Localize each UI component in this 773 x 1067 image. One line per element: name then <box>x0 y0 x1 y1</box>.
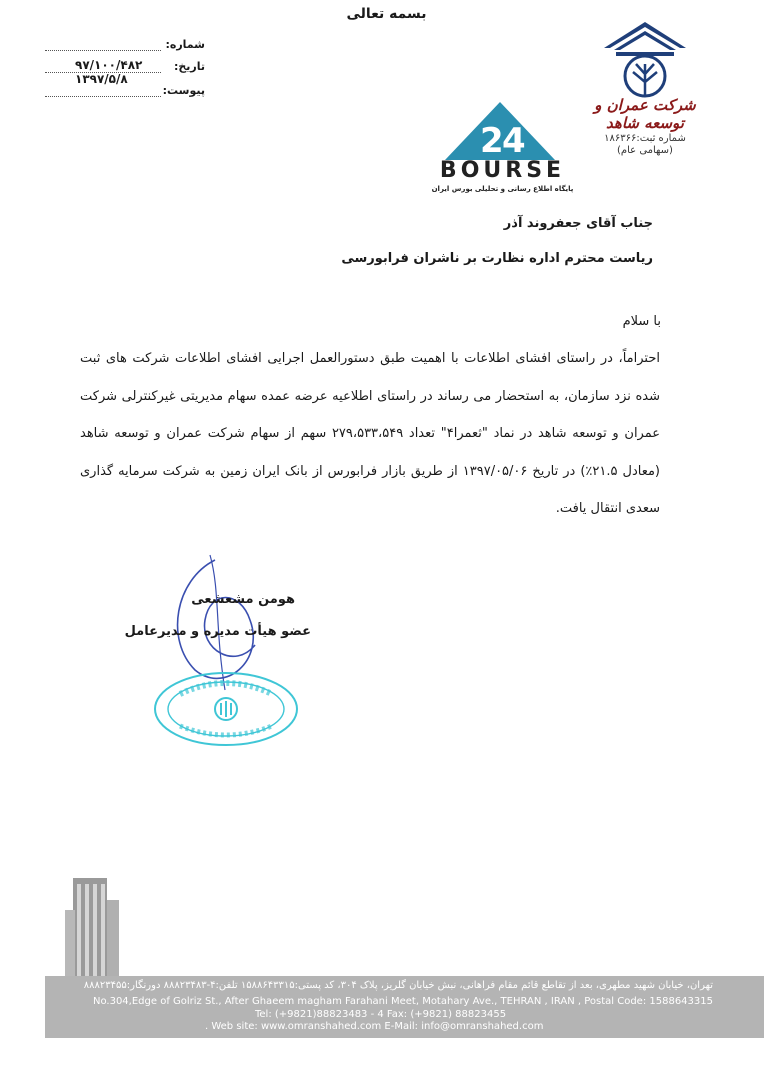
footer-address-english: No.304,Edge of Golriz St., After Ghaeem magham Farahani Meet, Motahary Ave., TEHRAN , IRAN , Postal Code: 1588643315 <box>92 996 713 1007</box>
bourse-subtitle: پایگاه اطلاع رسانی و تحلیلی بورس ایران <box>431 185 574 193</box>
letter-body-paragraph: احتراماً، در راستای افشای اطلاعات با اهمیت طبق دستورالعمل اجرایی افشای اطلاعات شرکت های ثبت شده نزد سازمان، به استحضار می رساند در راستای اطلاعیه عرضه عمده سهام مدیریتی غیرکنترلی شرکت عمران و توسعه شاهد در نماد "ثعمرا۴" تعداد ۲۷۹،۵۳۳،۵۴۹ سهم از سهام شرکت عمران و توسعه شاهد (معادل ۲۱.۵٪) در تاریخ ۱۳۹۷/۰۵/۰۶ از طریق بازار فرابورس از بانک ایران زمین به شرکت سرمایه گذاری سعدی انتقال یافت. <box>80 351 661 516</box>
svg-text:4: 4 <box>502 121 526 161</box>
letter-number-dots <box>45 50 161 51</box>
company-registration-number: شماره ثبت:۱۸۶۳۶۶ <box>604 133 686 144</box>
company-registration <box>590 133 700 157</box>
footer-phone-fax: Tel: (+9821)88823483 - 4 Fax: (+9821) 88823455 <box>255 1009 507 1020</box>
signer-name: هومن مشعشعی <box>191 592 295 607</box>
letter-number-label: شماره: <box>165 38 205 51</box>
signer-title: عضو هیأت مدیره و مدیرعامل <box>124 624 311 639</box>
company-stamp-icon <box>152 670 300 748</box>
bismillah-heading: بسمه تعالی <box>346 6 427 22</box>
letter-attachment-row <box>45 72 205 102</box>
bourse-wordmark: BOURSE <box>439 158 566 183</box>
company-type: (سهامی عام) <box>617 145 673 156</box>
recipient-name: جناب آقای جعفروند آذر <box>503 216 653 231</box>
salutation: با سلام <box>622 314 661 329</box>
letter-attachment-dots <box>45 96 161 97</box>
letter-number-row <box>45 38 205 56</box>
footer-web-email: . Web site: www.omranshahed.com E-Mail: info@omranshahed.com <box>205 1021 544 1032</box>
letter-attachment-label: پیوست: <box>162 84 205 97</box>
footer-address-persian: تهران، خیابان شهید مطهری، بعد از تقاطع قائم مقام فراهانی، نبش خیابان گلریز، پلاک ۳۰۴، کد پستی:۱۵۸۸۶۴۳۳۱۵ تلفن:۴-۸۸۸۲۳۴۸۳ دورنگار:۸۸۸۲۳۴۵۵ <box>83 980 713 991</box>
letter-date-value: ۹۷/۱۰۰/۴۸۲ <box>75 58 143 72</box>
company-logo-icon <box>600 18 690 108</box>
company-name: شرکت عمران و توسعه شاهد <box>594 96 696 132</box>
recipient-position: ریاست محترم اداره نظارت بر ناشران فرابورسی <box>341 251 653 266</box>
letter-attachment-value: ۱۳۹۷/۵/۸ <box>75 72 128 86</box>
building-icon <box>45 870 135 990</box>
letter-body <box>80 340 660 528</box>
svg-text:2: 2 <box>480 121 504 161</box>
letter-date-label: تاریخ: <box>173 60 205 73</box>
